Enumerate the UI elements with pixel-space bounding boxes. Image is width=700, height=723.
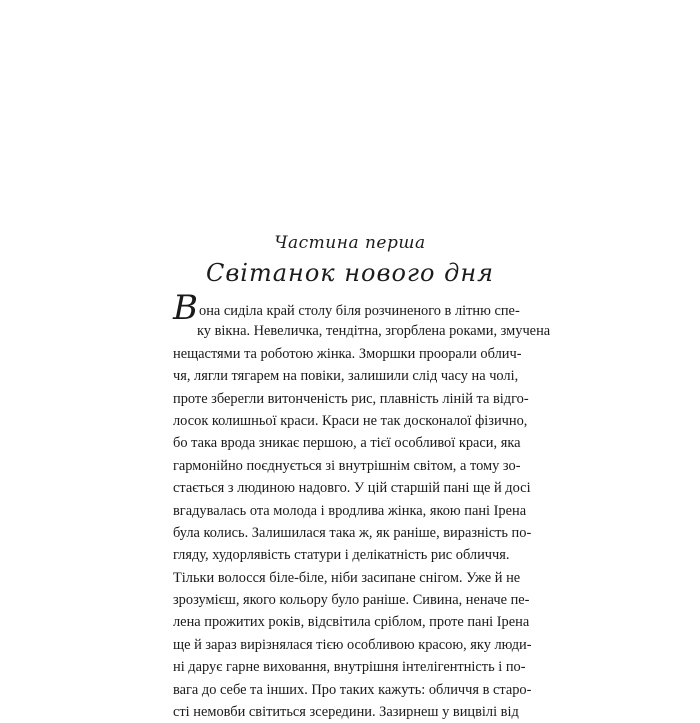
paragraph-line: ні дарує гарне виховання, внутрішня інтелігентність і по- — [173, 659, 526, 676]
paragraph-line: лена прожитих років, відсвітила сріблом, проте пані Ірена — [173, 614, 530, 631]
paragraph-line: бо така врода зникає першою, а тієї особливої краси, яка — [173, 435, 521, 452]
paragraph-line: ще й зараз вирізнялася тією особливою красою, яку люди- — [173, 636, 532, 653]
paragraph-line: зрозумієш, якого кольору було раніше. Сивина, неначе пе- — [173, 592, 530, 609]
chapter-title: Світанок нового дня — [205, 259, 495, 287]
paragraph-line: була колись. Залишилася така ж, як раніше, виразність по- — [173, 524, 532, 541]
drop-cap: В — [173, 288, 198, 328]
paragraph-line: вага до себе та інших. Про таких кажуть: обличчя в старо- — [173, 681, 532, 698]
paragraph-line: Тільки волосся біле-біле, ніби засипане снігом. Уже й не — [173, 569, 521, 586]
paragraph-line: стається з людиною надовго. У цій старшій пані ще й досі — [173, 480, 531, 497]
paragraph-line: нещастями та роботою жінка. Зморшки проорали облич- — [173, 345, 522, 362]
paragraph-line: гармонійно поєднується зі внутрішнім світом, а тому зо- — [173, 457, 521, 474]
paragraph-line: ку вікна. Невеличка, тендітна, згорблена роками, змучена — [197, 323, 551, 340]
part-title: Частина перша — [274, 233, 426, 253]
body-text — [173, 288, 551, 723]
paragraph-line — [173, 288, 520, 328]
paragraph-line: вгадувалась ота молода і вродлива жінка, якою пані Ірена — [173, 502, 527, 519]
paragraph-line: чя, лягли тягарем на повіки, залишили слід часу на чолі, — [173, 368, 519, 385]
paragraph-line: гляду, худорлявість статури і делікатність рис обличчя. — [173, 547, 510, 564]
paragraph-line: сті немовби світиться зсередини. Зазирнеш у вицвілі від — [173, 704, 519, 721]
paragraph-line: проте зберегли витонченість рис, плавність ліній та відго- — [173, 390, 529, 407]
paragraph-line: лосок колишньої краси. Краси не так досконалої фізично, — [173, 412, 528, 429]
first-line-text: она сиділа край столу біля розчиненого в літню спе- — [199, 303, 520, 319]
